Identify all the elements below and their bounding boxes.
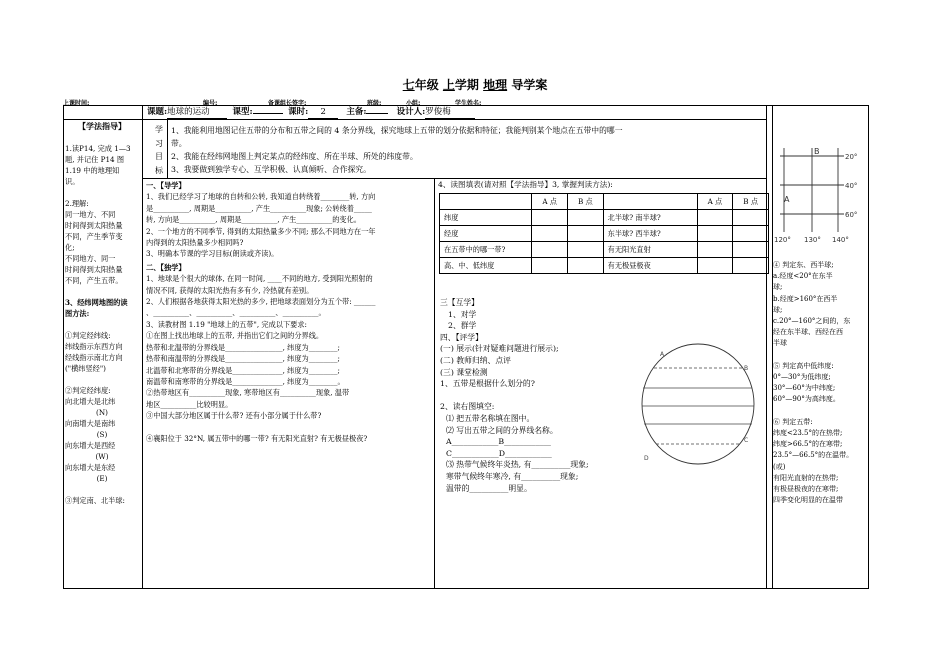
globe-zones-diagram xyxy=(640,342,760,472)
lesson-topic: 地球的运动 xyxy=(167,106,227,119)
doc-number: 编号: xyxy=(203,100,218,107)
method-guide: 【学法指导】 1.读P14, 完成 1—3 题, 并记住 P14 图 1.19 中的地理知 识。 2.理解: 同一地方、不同 时间得到太阳热量 不同，产生季节变 化; 不同地方、同一 时间得到太阳热量 不同，产生五带。 3、经纬网地图的读 图方法: ①判定经纬线: 纬线指示东西方向 经线指示南北方向 ("横纬竖经") ②判定经纬度: 向北增大是北纬 (N) 向南增大是南纬 (S) 向东增大是西经 (W) 向东增大是东经 (E) ③判定南、北半球: xyxy=(65,121,131,505)
learning-goals: 1、我能利用地图记住五带的分布和五带之间的 4 条分界线，探究地球上五带的划分依据和特征；我能判别某个地点在五带中的哪一 带。 2、我能在经纬网地图上判定某点的经纬度、所在半球、所处的纬度带。 3、我要做到独学专心、互学积极、认真倾听、合作探究。 xyxy=(171,126,623,174)
table-row: 经度 东半球? 西半球? xyxy=(440,226,769,242)
grid-label-b: B xyxy=(814,147,820,156)
page-title: 七年级 上学期 地理 导学案 xyxy=(402,78,548,92)
designer-name: 罗俊梅 xyxy=(425,106,475,119)
reading-notes: ④ 判定东、西半球; a.经度<20°在东半 球; b.经度>160°在西半 球; c.20°—160°之间的，东 经在东半球、西经在西 半球 ⑤ 判定高中低纬度: 0°—30°为低纬度; 30°—60°为中纬度; 60°—90°为高纬度。 ⑥ 判定五带: 纬度<23.5°的在热带; 纬度>66.5°的在寒带; 23.5°—66.5°的在温带。 (或) 有阳光直射的在热带; 有极昼极夜的在寒带; 四季变化明显的在温带 xyxy=(773,261,854,505)
mutual-evaluate: 三【互学】 1、对学 2、群学 四、【评学】 (一) 展示(针对疑难问题进行展示); (二) 教师归纳、点评 (三) 课堂检测 1、五带是根据什么划分的? 2、读右图填空: ⑴ 把五带名称填在图中。 ⑵ 写出五带之间的分界线名称。 A____________B____________ C____________D____________ ⑶ 热带气候终年炎热, 有__________现象; 寒带气候终年寒冷, 有__________现象; 温带的__________明显。 xyxy=(440,298,589,493)
globe-label-d: D xyxy=(644,455,649,462)
grid-lat-40: 40° xyxy=(845,182,858,190)
globe-label-b: B xyxy=(744,365,749,372)
grid-lon-140: 140° xyxy=(832,236,849,244)
grid-lat-20: 20° xyxy=(845,153,858,161)
goals-label: 学 习 目 标 xyxy=(155,125,163,175)
grid-lon-130: 130° xyxy=(804,236,821,244)
group-field: 小组: xyxy=(406,100,421,107)
table-row: 在五带中的哪一带? 有无阳光直射 xyxy=(440,242,769,258)
student-name: 学生姓名: xyxy=(455,100,482,107)
lesson-time: 上课时间: xyxy=(63,100,90,107)
grid-label-a: A xyxy=(784,195,790,204)
lesson-header: 课题:地球的运动 课型: 课时: 2 主备: 设计人:罗俊梅 xyxy=(147,106,475,119)
lesson-hours: 2 xyxy=(308,106,338,119)
table-row: 纬度 北半球? 南半球? xyxy=(440,210,769,226)
leader-sign: 备课组长签字: xyxy=(268,100,307,107)
guided-study: 一、【导学】 1、我们已经学习了地球的自转和公转, 我知道自转绕着________转, 方向 是__________, 周期是__________, 产生__________现象; 公转绕着_____ 转, 方向是__________, 周期是__________, 产生__________的变化。 2、一个地方的不同季节, 得到的太阳热量多少不同; 那么不同地方在一年 内得到的太阳热量多少相同吗? 3、明确本节课的学习目标(朗读或齐读)。 二、【独学】 1、地球是个很大的球体, 在同一时间, ____不同的地方, 受到阳光照射的 情况不同, 获得的太阳光热有多有少, 冷热就有差别。 2、人们根据各地获得太阳光热的多少, 把地球表面划分为五个带: ______ 、__________、__________、__________、__________。 3、读教材图 1.19 "地球上的五带", 完成以下要求: ①在图上找出地球上的五带, 并指出它们之间的分界线。 热带和北温带的分界线是________________, 纬度为________; 热带和南温带的分界线是________________, 纬度为________; 北温带和北寒带的分界线是______________, 纬度为________; 南温带和南寒带的分界线是______________, 纬度为________。 ②热带地区有__________现象, 寒带地区有__________现象, 温带 地区__________比较明显。 ③中国大部分地区属于什么带? 还有小部分属于什么带? ④襄阳位于 32°N, 属五带中的哪一带? 有无阳光直射? 有无极昼极夜? xyxy=(146,181,376,443)
lat-lon-grid-sketch xyxy=(772,138,867,248)
class-field: 班级: xyxy=(367,100,382,107)
coordinate-table: A 点 B 点 A 点 B 点 纬度 北半球? 南半球? 经度 东半球? 西半球? 在五带中的哪一带? 有无阳光直射 高、中、低纬度 有无极昼极夜 xyxy=(439,193,769,274)
globe-label-a: A xyxy=(660,351,665,358)
table-row: 高、中、低纬度 有无极昼极夜 xyxy=(440,258,769,274)
globe-label-c: C xyxy=(744,437,749,444)
grid-lat-60: 60° xyxy=(845,211,858,219)
grid-lon-120: 120° xyxy=(774,236,791,244)
map-table-heading: 4、读图填表(请对照【学法指导】3, 掌握判读方法): xyxy=(438,180,613,189)
